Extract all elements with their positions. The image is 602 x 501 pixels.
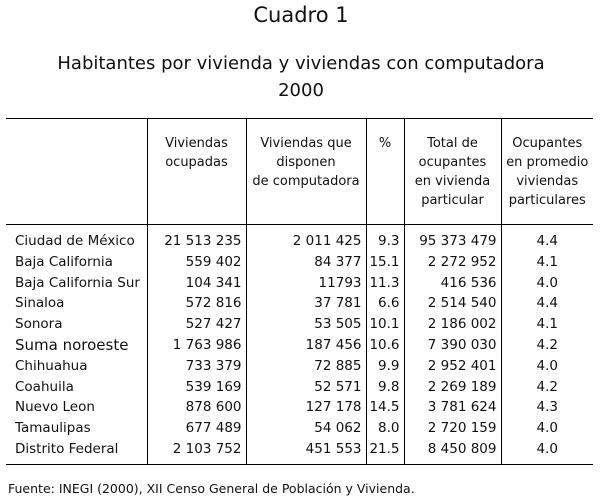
ocupantes-promedio: 4.2 (501, 335, 593, 356)
percent: 14.5 (366, 397, 404, 418)
viviendas-computadora: 187 456 (246, 335, 366, 356)
viviendas-computadora: 451 553 (246, 439, 366, 464)
state-name: Baja California (15, 253, 113, 270)
table-row (6, 418, 593, 439)
percent: 10.6 (366, 335, 404, 356)
table-caption: Cuadro 1 (253, 3, 349, 27)
viviendas-ocupadas: 677 489 (147, 418, 246, 439)
state-name: Nuevo Leon (15, 399, 95, 416)
ocupantes-promedio: 4.1 (501, 314, 593, 335)
percent: 6.6 (366, 293, 404, 314)
viviendas-ocupadas: 2 103 752 (147, 439, 246, 464)
viviendas-computadora: 2 011 425 (246, 225, 366, 252)
viviendas-ocupadas: 559 402 (147, 252, 246, 273)
header-ocupantes-promedio: Ocupantes en promedio viviendas particulares (501, 119, 593, 225)
ocupantes-promedio: 4.4 (501, 225, 593, 252)
ocupantes-promedio: 4.1 (501, 252, 593, 273)
percent: 9.8 (366, 377, 404, 398)
table-title: Habitantes por vivienda y viviendas con computadora (57, 53, 545, 74)
total-ocupantes: 3 781 624 (404, 397, 501, 418)
percent: 15.1 (366, 252, 404, 273)
source-note: Fuente: INEGI (2000), XII Censo General de Población y Vivienda. (8, 481, 415, 496)
data-table (6, 118, 593, 465)
ocupantes-promedio: 4.0 (501, 273, 593, 294)
total-ocupantes: 2 720 159 (404, 418, 501, 439)
total-ocupantes: 2 269 189 (404, 377, 501, 398)
ocupantes-promedio: 4.0 (501, 356, 593, 377)
total-ocupantes: 2 952 401 (404, 356, 501, 377)
viviendas-computadora: 52 571 (246, 377, 366, 398)
total-ocupantes: 2 514 540 (404, 293, 501, 314)
total-ocupantes: 95 373 479 (404, 225, 501, 252)
table-row (6, 314, 593, 335)
viviendas-ocupadas: 527 427 (147, 314, 246, 335)
state-name: Ciudad de México (15, 233, 135, 249)
ocupantes-promedio: 4.0 (501, 439, 593, 464)
table-row (6, 356, 593, 377)
viviendas-computadora: 54 062 (246, 418, 366, 439)
viviendas-computadora: 37 781 (246, 293, 366, 314)
ocupantes-promedio: 4.0 (501, 418, 593, 439)
state-name: Chihuahua (15, 357, 88, 374)
header-viviendas-ocupadas: Viviendas ocupadas (147, 119, 246, 225)
table-row (6, 293, 593, 314)
header-total-ocupantes: Total de ocupantes en vivienda particular (404, 119, 501, 225)
percent: 21.5 (366, 439, 404, 464)
total-ocupantes: 2 186 002 (404, 314, 501, 335)
percent: 10.1 (366, 314, 404, 335)
viviendas-computadora: 84 377 (246, 252, 366, 273)
table-row (6, 397, 593, 418)
header-percent: % (366, 119, 404, 225)
viviendas-computadora: 127 178 (246, 397, 366, 418)
table-row (6, 439, 593, 464)
percent: 11.3 (366, 273, 404, 294)
ocupantes-promedio: 4.4 (501, 293, 593, 314)
percent: 9.3 (366, 225, 404, 252)
viviendas-ocupadas: 1 763 986 (147, 335, 246, 356)
state-name: Coahuila (15, 378, 74, 395)
header-state (6, 119, 147, 225)
summary-row (6, 335, 593, 356)
viviendas-ocupadas: 733 379 (147, 356, 246, 377)
viviendas-ocupadas: 878 600 (147, 397, 246, 418)
state-name: Baja California Sur (15, 274, 140, 291)
table-row (6, 273, 593, 294)
total-ocupantes: 7 390 030 (404, 335, 501, 356)
table-row (6, 377, 593, 398)
table-row (6, 252, 593, 273)
viviendas-ocupadas: 104 341 (147, 273, 246, 294)
state-name: Tamaulipas (15, 420, 91, 437)
viviendas-ocupadas: 572 816 (147, 293, 246, 314)
total-ocupantes: 2 272 952 (404, 252, 501, 273)
header-row (6, 119, 593, 225)
percent: 9.9 (366, 356, 404, 377)
viviendas-ocupadas: 21 513 235 (147, 225, 246, 252)
viviendas-computadora: 11793 (246, 273, 366, 294)
viviendas-computadora: 72 885 (246, 356, 366, 377)
table-row (6, 225, 593, 252)
viviendas-ocupadas: 539 169 (147, 377, 246, 398)
viviendas-computadora: 53 505 (246, 314, 366, 335)
total-ocupantes: 8 450 809 (404, 439, 501, 464)
state-name: Sonora (15, 316, 63, 333)
header-viviendas-computadora: Viviendas que disponen de computadora (246, 119, 366, 225)
table-year: 2000 (278, 80, 324, 101)
ocupantes-promedio: 4.3 (501, 397, 593, 418)
total-ocupantes: 416 536 (404, 273, 501, 294)
state-name: Suma noroeste (15, 335, 129, 354)
ocupantes-promedio: 4.2 (501, 377, 593, 398)
state-name: Sinaloa (15, 295, 65, 312)
percent: 8.0 (366, 418, 404, 439)
state-name: Distrito Federal (6, 439, 147, 464)
